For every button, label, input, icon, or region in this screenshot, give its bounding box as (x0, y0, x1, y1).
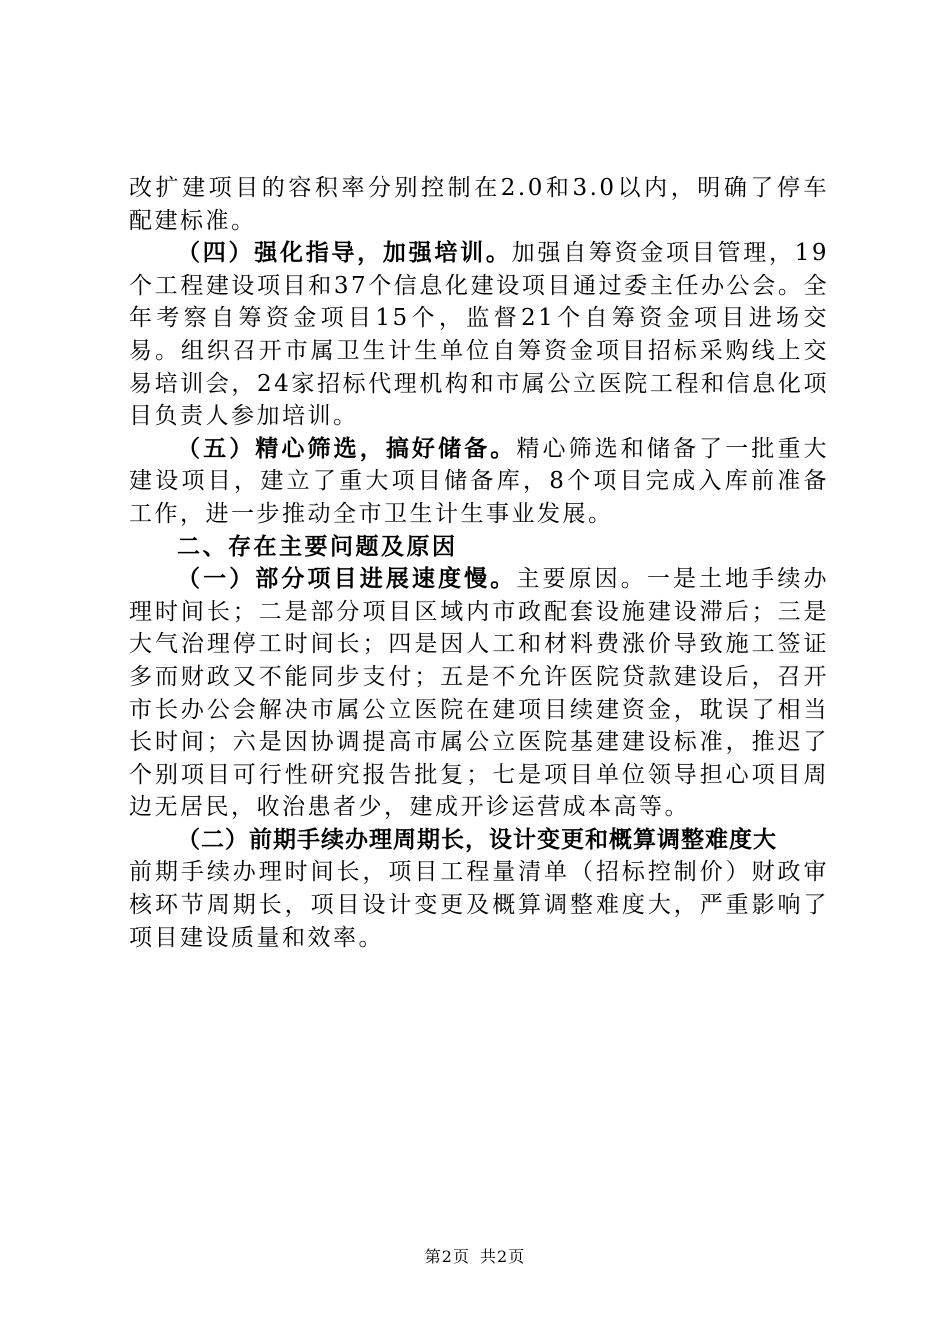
page-total: 共2页 (480, 1247, 526, 1266)
section-4-text: 加强自筹资金项目管理，19个工程建设项目和37个信息化建设项目通过委主任办公会。全年考察自筹资金项目15个，监督21个自筹资金项目进场交易。组织召开市属卫生计生单位自筹资金项目招标采购线上交易培训会，24家招标代理机构和市属公立医院工程和信息化项目负责人参加培训。 (129, 240, 829, 430)
problem-1-text: 主要原因。一是土地手续办理时间长；二是部分项目区域内市政配套设施建设滞后；三是大气治理停工时间长；四是因人工和材料费涨价导致施工签证多而财政又不能同步支付；五是不允许医院贷款建设后，召开市长办公会解决市属公立医院在建项目续建资金，耽误了相当长时间；六是因协调提高市属公立医院基建建设标准，推迟了个别项目可行性研究报告批复；七是项目单位领导担心项目周边无居民，收治患者少，建成开诊运营成本高等。 (129, 566, 830, 821)
section-4-lead: （四）强化指导，加强培训。 (177, 240, 512, 267)
problem-2-text: 前期手续办理时间长，项目工程量清单（招标控制价）财政审核环节周期长，项目设计变更及概算调整难度大，严重影响了项目建设质量和效率。 (129, 859, 829, 951)
section-5-paragraph (129, 433, 829, 531)
problem-1-paragraph (129, 563, 829, 824)
section-5-lead: （五）精心筛选，搞好储备。 (177, 435, 517, 462)
section-4-paragraph (129, 237, 829, 433)
page-number: 第2页 (424, 1247, 470, 1266)
page-footer (0, 1244, 950, 1267)
problem-2-lead: （二）前期手续办理周期长，设计变更和概算调整难度大 (177, 826, 777, 853)
continuation-paragraph: 改扩建项目的容积率分别控制在2.0和3.0以内，明确了停车配建标准。 (129, 175, 829, 234)
problem-1-lead: （一）部分项目进展速度慢。 (177, 566, 517, 593)
section-5-text: 精心筛选和储备了一批重大建设项目，建立了重大项目储备库，8个项目完成入库前准备工作，进一步推动全市卫生计生事业发展。 (129, 435, 830, 527)
section-heading-2: 二、存在主要问题及原因 (177, 533, 458, 560)
document-body (129, 172, 829, 954)
